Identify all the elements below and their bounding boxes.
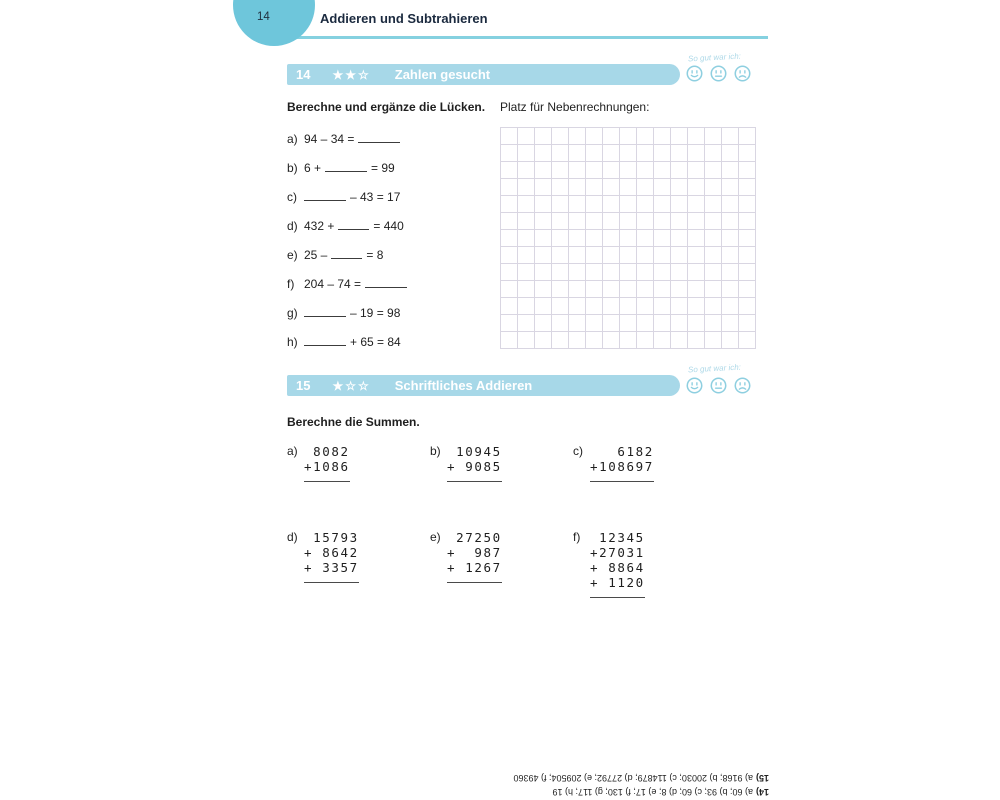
addend: 15793 — [304, 530, 359, 545]
equation-item-f — [287, 275, 407, 291]
solution-label: 15) — [755, 773, 769, 784]
addend: +27031 — [590, 545, 645, 560]
exercise-14-header-bar — [287, 64, 680, 85]
item-label: e) — [287, 248, 298, 262]
neutral-smiley-icon — [710, 65, 727, 82]
equation-text: + 65 = 84 — [350, 335, 401, 349]
equation-text: 432 + — [304, 219, 335, 233]
addend: +108697 — [590, 459, 654, 474]
addition-column — [590, 444, 654, 482]
addend: 10945 — [447, 444, 502, 459]
addition-problem-e — [430, 530, 502, 583]
addend: + 9085 — [447, 459, 502, 474]
item-label: c) — [573, 444, 583, 458]
rating-caption: So gut war ich: — [687, 362, 742, 375]
item-label: b) — [287, 161, 298, 175]
equation-text: 94 – 34 = — [304, 132, 355, 146]
addition-column — [447, 530, 502, 583]
solution-line-14 — [478, 785, 769, 799]
addition-column — [304, 530, 359, 583]
answer-blank — [304, 333, 346, 346]
item-label: a) — [287, 444, 298, 458]
addition-column — [304, 444, 350, 482]
exercise-14-instruction: Berechne und ergänze die Lücken. — [287, 100, 486, 114]
solution-label: 14) — [755, 787, 769, 797]
happy-smiley-icon — [686, 65, 703, 82]
addend: 12345 — [590, 530, 645, 545]
addition-problem-b — [430, 444, 502, 482]
equation-text: = 99 — [371, 161, 395, 175]
answer-blank — [304, 188, 346, 201]
addition-column — [590, 530, 645, 598]
equation-text: – 43 = 17 — [350, 190, 401, 204]
equation-text: = 8 — [366, 248, 384, 262]
page-number-circle — [233, 0, 315, 46]
item-label: f) — [287, 277, 295, 291]
answer-blank — [325, 159, 367, 172]
answer-blank — [331, 246, 362, 259]
happy-smiley-icon — [686, 377, 703, 394]
sad-smiley-icon — [734, 377, 751, 394]
difficulty-stars: ★★☆ — [332, 67, 371, 82]
addition-problem-d — [287, 530, 359, 583]
equation-text: = 440 — [373, 219, 404, 233]
addend: +1086 — [304, 459, 350, 474]
addend: + 1267 — [447, 560, 502, 575]
addition-problem-c — [573, 444, 654, 482]
addend: 8082 — [304, 444, 350, 459]
item-label: d) — [287, 530, 298, 544]
addend: + 987 — [447, 545, 502, 560]
item-label: b) — [430, 444, 441, 458]
addition-problem-f — [573, 530, 645, 598]
equation-item-h — [287, 333, 401, 349]
equation-text: 25 – — [304, 248, 328, 262]
answer-blank — [338, 217, 369, 230]
item-label: e) — [430, 530, 441, 544]
equation-item-e — [287, 246, 383, 262]
addend: 6182 — [590, 444, 654, 459]
solutions-upside-down — [478, 769, 769, 798]
item-label: d) — [287, 219, 298, 233]
exercise-title: Schriftliches Addieren — [394, 378, 533, 393]
item-label: c) — [287, 190, 297, 204]
equation-text: 204 – 74 = — [304, 277, 362, 291]
page-number: 14 — [257, 11, 270, 23]
exercise-title: Zahlen gesucht — [394, 67, 491, 82]
equation-item-d — [287, 217, 404, 233]
equation-text: – 19 = 98 — [350, 306, 401, 320]
scratch-grid — [500, 127, 756, 349]
addition-problem-a — [287, 444, 350, 482]
equation-item-a — [287, 130, 400, 146]
exercise-number: 15 — [296, 378, 311, 393]
header-rule — [278, 36, 768, 39]
sad-smiley-icon — [734, 65, 751, 82]
equation-item-g — [287, 304, 400, 320]
solution-text: a) 60; b) 93; c) 60; d) 8; e) 17; f) 130; g) 117; h) 19 — [552, 787, 753, 797]
answer-blank — [365, 275, 407, 288]
answer-blank — [304, 304, 346, 317]
exercise-number: 14 — [296, 67, 311, 82]
addend: + 8642 — [304, 545, 359, 560]
exercise-15-header-bar — [287, 375, 680, 396]
addend: + 3357 — [304, 560, 359, 575]
difficulty-stars: ★☆☆ — [332, 378, 371, 393]
equation-item-b — [287, 159, 395, 175]
equation-item-c — [287, 188, 400, 204]
answer-blank — [358, 130, 400, 143]
equation-text: 6 + — [304, 161, 322, 175]
item-label: g) — [287, 306, 298, 320]
self-rating-smileys — [686, 65, 751, 82]
addend: + 1120 — [590, 575, 645, 590]
rating-caption: So gut war ich: — [687, 51, 742, 64]
addition-column — [447, 444, 502, 482]
page-title: Addieren und Subtrahieren — [320, 11, 488, 26]
solution-line-15 — [478, 771, 769, 785]
scratch-area-label: Platz für Nebenrechnungen: — [500, 100, 650, 114]
item-label: a) — [287, 132, 298, 146]
solution-text: a) 9168; b) 20030; c) 114879; d) 27792; e) 209504; f) 49360 — [513, 773, 753, 784]
self-rating-smileys — [686, 377, 751, 394]
item-label: h) — [287, 335, 298, 349]
item-label: f) — [573, 530, 581, 544]
addend: + 8864 — [590, 560, 645, 575]
neutral-smiley-icon — [710, 377, 727, 394]
exercise-15-instruction: Berechne die Summen. — [287, 415, 420, 429]
addend: 27250 — [447, 530, 502, 545]
